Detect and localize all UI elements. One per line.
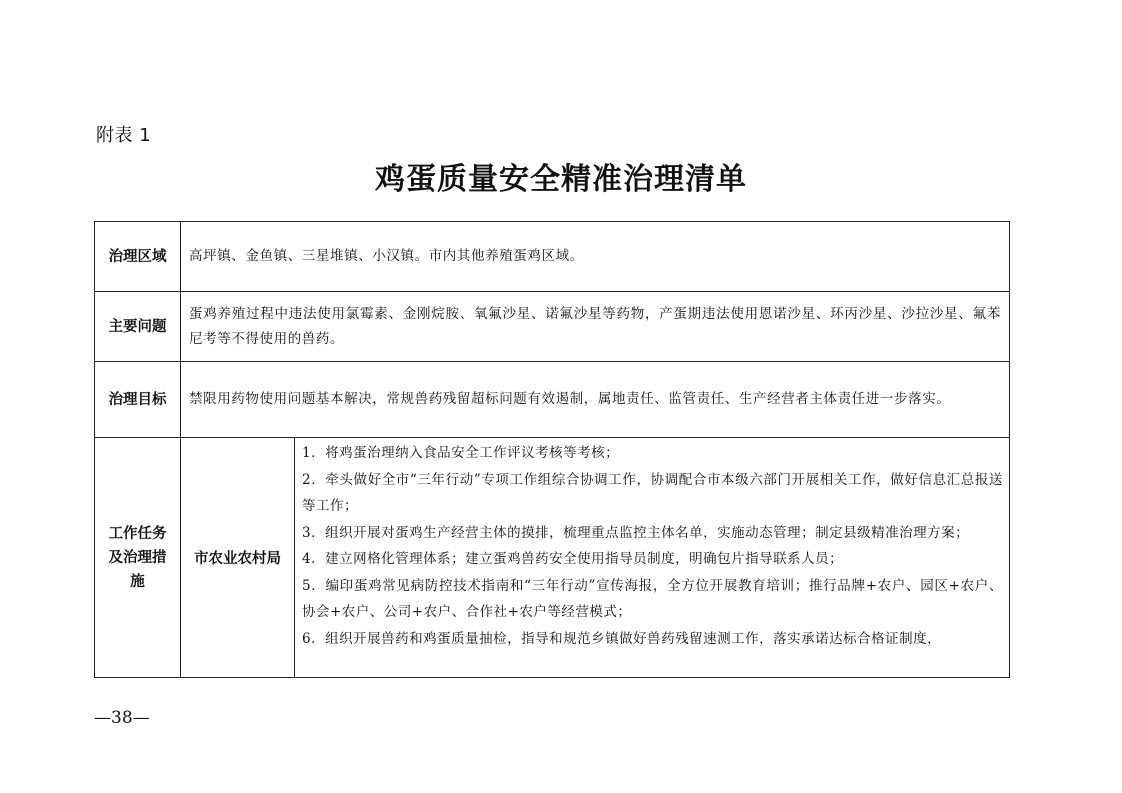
table-row-problems	[95, 292, 1010, 362]
department-name: 市农业农村局	[181, 438, 295, 678]
goals-label: 治理目标	[95, 362, 181, 438]
document-title: 鸡蛋质量安全精准治理清单	[375, 162, 747, 197]
list-item: 6．组织开展兽药和鸡蛋质量抽检，指导和规范乡镇做好兽药残留速测工作，落实承诺达标合格证制度，	[302, 630, 942, 647]
list-item: 4．建立网格化管理体系；建立蛋鸡兽药安全使用指导员制度，明确包片指导联系人员；	[302, 551, 844, 567]
table-row-goals	[95, 362, 1010, 438]
region-label: 治理区域	[95, 222, 181, 292]
table-row-tasks	[95, 438, 1010, 678]
governance-table	[94, 221, 1010, 678]
list-item: 5．编印蛋鸡常见病防控技术指南和“三年行动”宣传海报，全方位开展教育培训；推行品牌+农户、园区+农户、协会+农户、公司+农户、合作社+农户等经营模式；	[302, 577, 1003, 620]
table-row-region	[95, 222, 1010, 292]
goals-content: 禁限用药物使用问题基本解决，常规兽药残留超标问题有效遏制，属地责任、监管责任、生产经营者主体责任进一步落实。	[181, 362, 1010, 438]
problems-content: 蛋鸡养殖过程中违法使用氯霉素、金刚烷胺、氧氟沙星、诺氟沙星等药物，产蛋期违法使用恩诺沙星、环丙沙星、沙拉沙星、氟苯尼考等不得使用的兽药。	[181, 292, 1010, 362]
tasks-label-text: 工作任务及治理措施	[108, 525, 167, 590]
list-item: 1．将鸡蛋治理纳入食品安全工作评议考核等考核；	[302, 445, 620, 461]
task-list	[295, 438, 1010, 678]
list-item: 3．组织开展对蛋鸡生产经营主体的摸排，梳理重点监控主体名单，实施动态管理；制定县级精准治理方案；	[302, 524, 970, 541]
list-item: 2．牵头做好全市“三年行动”专项工作组综合协调工作，协调配合市本级六部门开展相关工作，做好信息汇总报送等工作；	[302, 471, 1003, 514]
problems-label: 主要问题	[95, 292, 181, 362]
appendix-label: 附表 1	[96, 125, 152, 146]
page-number: —38—	[94, 708, 150, 728]
tasks-label	[95, 438, 181, 678]
region-content: 高坪镇、金鱼镇、三星堆镇、小汉镇。市内其他养殖蛋鸡区域。	[181, 222, 1010, 292]
